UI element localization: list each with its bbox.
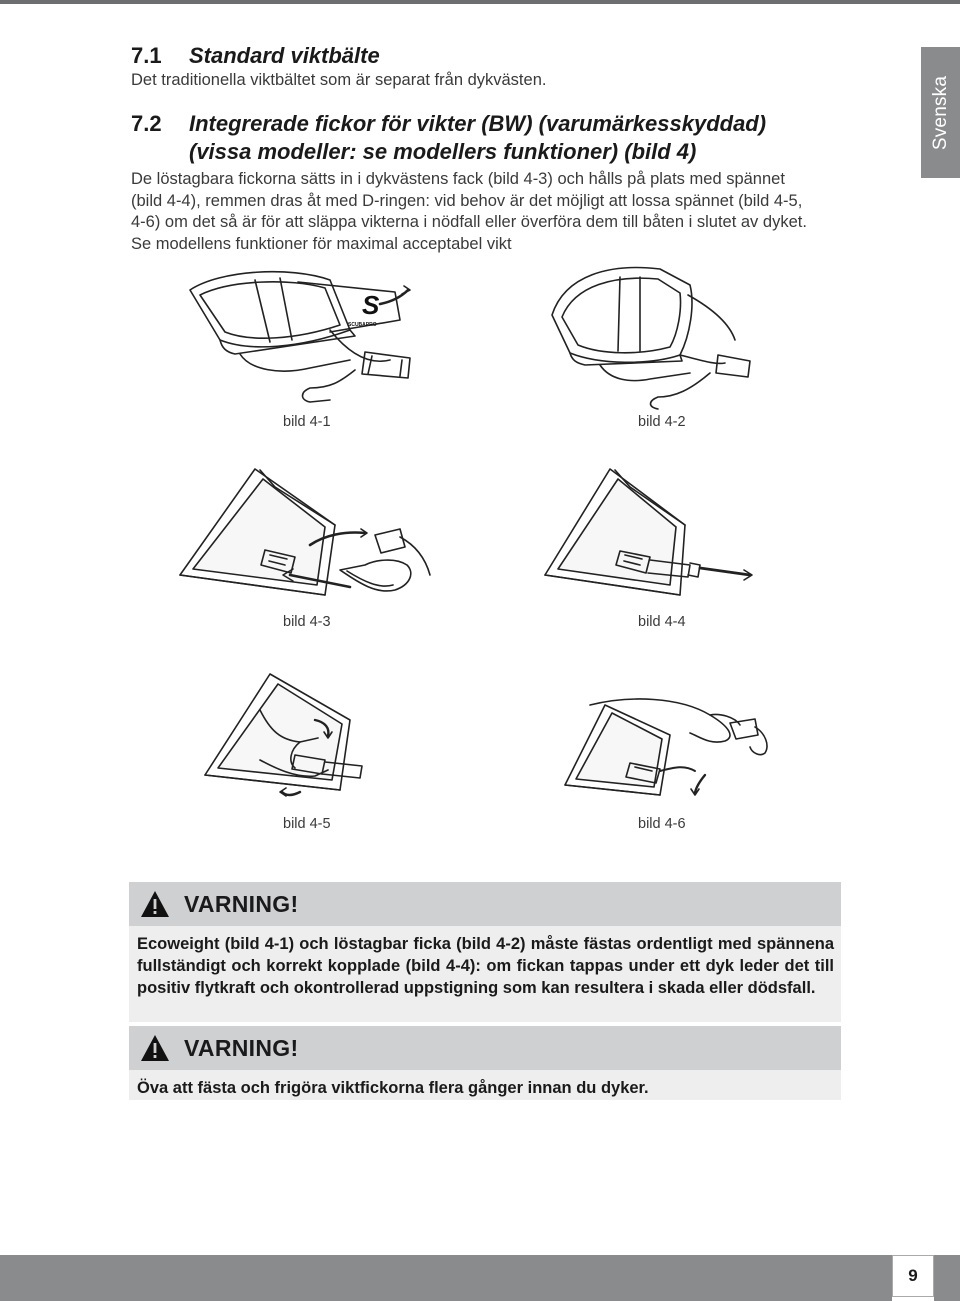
footer-bar: [0, 1255, 892, 1301]
warning-triangle-icon: [140, 1033, 170, 1063]
section-title-line-2: (vissa modeller: se modellers funktioner) (bild 4): [189, 139, 697, 164]
text-line: 4-6) om det så är för att släppa vikterna i nödfall eller överföra dem till båten i slutet av dyket.: [131, 213, 807, 231]
section-number: 7.2: [131, 111, 162, 136]
page-number: 9: [892, 1255, 934, 1297]
section-7-2-text: [131, 169, 836, 255]
section-title-line-1: Integrerade fickor för vikter (BW) (varumärkesskyddad): [189, 111, 767, 136]
warning-title: VARNING!: [184, 890, 299, 917]
figure-4-6: [560, 675, 780, 810]
figure-4-6-caption: bild 4-6: [638, 816, 686, 832]
figure-4-2: [540, 265, 760, 410]
warning-triangle-icon: [140, 889, 170, 919]
figure-4-3-caption: bild 4-3: [283, 614, 331, 630]
warning-header: [129, 882, 841, 926]
language-tab: [921, 47, 960, 178]
section-7-1-text: Det traditionella viktbältet som är separat från dykvästen.: [131, 71, 547, 89]
figure-4-3: [175, 465, 435, 615]
section-7-2-heading: [131, 110, 766, 166]
figure-4-4: [540, 465, 755, 615]
section-7-1-heading: [131, 43, 380, 69]
figure-4-5-caption: bild 4-5: [283, 816, 331, 832]
figure-4-1-caption: bild 4-1: [283, 414, 331, 430]
warning-text: Ecoweight (bild 4-1) och löstagbar ficka (bild 4-2) måste fästas ordentligt med spännena fullständigt och korrekt kopplade (bild 4-4): om fickan tappas under ett dyk leder det till positiv flytkraft och okontrollerad uppstigning som kan resultera i skada eller dödsfall.: [129, 926, 841, 1022]
figure-4-5: [200, 670, 430, 810]
figure-4-1: [180, 270, 430, 410]
figure-4-4-caption: bild 4-4: [638, 614, 686, 630]
warning-header: [129, 1026, 841, 1070]
language-tab-label: Svenska: [929, 75, 951, 150]
scubapro-logo-text: SCUBAPRO: [348, 322, 377, 328]
figure-grid: [130, 260, 850, 840]
text-line: (bild 4-4), remmen dras åt med D-ringen: vid behov är det möjligt att lossa spännet (bild 4-5,: [131, 191, 803, 210]
text-line: De löstagbara fickorna sätts in i dykvästens fack (bild 4-3) och hålls på plats med spännet: [131, 170, 785, 188]
warning-text: Öva att fästa och frigöra viktfickorna flera gånger innan du dyker.: [129, 1070, 841, 1100]
footer-bar-end: [934, 1255, 960, 1301]
warning-title: VARNING!: [184, 1034, 299, 1061]
text-line: Se modellens funktioner för maximal acceptabel vikt: [131, 234, 512, 253]
figure-4-2-caption: bild 4-2: [638, 414, 686, 430]
section-number: 7.1: [131, 43, 162, 68]
scubapro-s-logo: S: [362, 290, 380, 320]
section-title: Standard viktbälte: [189, 43, 380, 68]
top-rule: [0, 0, 960, 4]
